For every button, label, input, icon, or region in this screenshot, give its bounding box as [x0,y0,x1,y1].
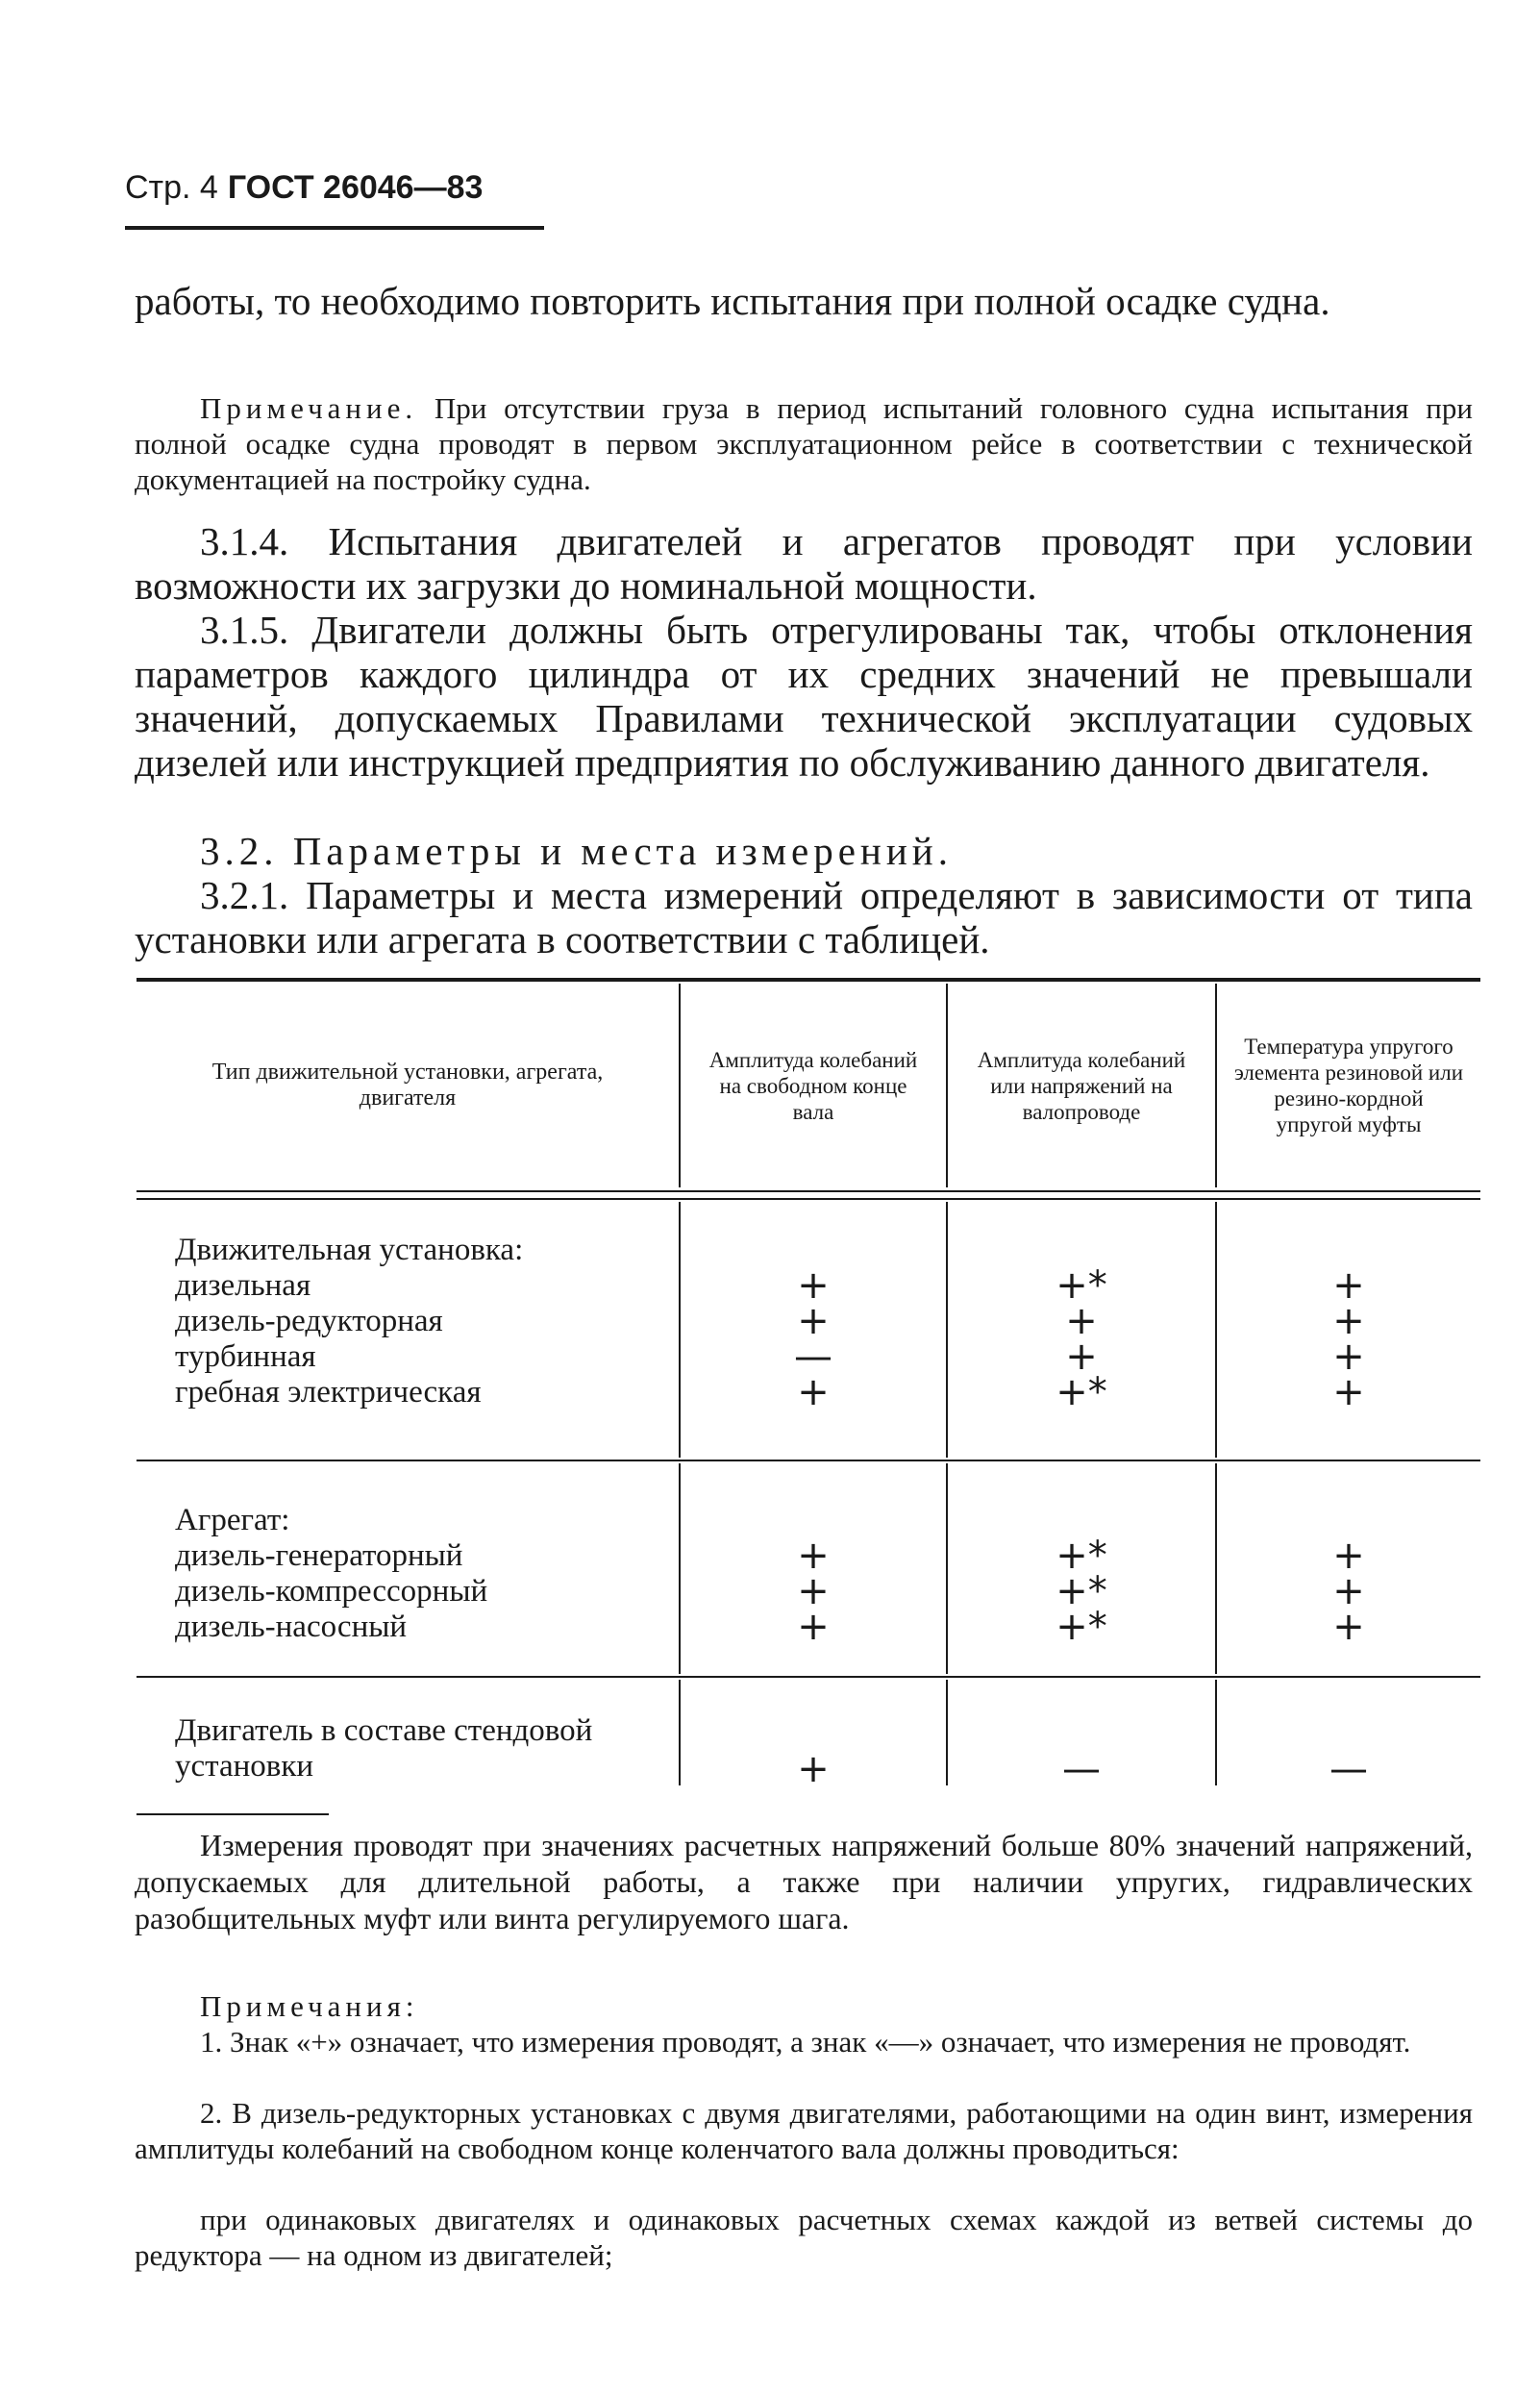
note-2a: при одинаковых двигателях и одинаковых расчетных схемах каждой из ветвей системы до редуктора — на одном из двигателей; [135,2203,1473,2272]
table-cell-mark: + [1332,1569,1365,1613]
table-cell-mark: — [794,1335,832,1379]
group3-col-shaft [948,1747,1215,1791]
paragraph-3-1-4: 3.1.4. Испытания двигателей и агрегатов проводят при условии возможности их загрузки до номинальной мощности. [135,519,1473,608]
table-header-rule-1 [137,1190,1480,1192]
standard-number: ГОСТ 26046—83 [227,169,484,206]
table-header-rule-2 [137,1198,1480,1200]
group3-col-free-end [681,1747,946,1791]
note-label: Примечание. [200,391,418,425]
table-row-label: дизель-насосный [175,1610,408,1644]
table-cell-mark: + [1332,1534,1365,1578]
table-cell-mark: + [797,1299,830,1343]
header-rule [125,226,544,230]
table-group-divider-2 [137,1676,1480,1678]
table-group-divider-1 [137,1460,1480,1461]
table-cell-mark: + [797,1534,830,1578]
paragraph-3-1-5: 3.1.5. Двигатели должны быть отрегулированы так, чтобы отклонения параметров каждого цилиндра от их средних значений не превышали значений, допускаемых Правилами технической эксплуатации судовых дизелей или инструкцией предприятия по обслуживанию данного двигателя. [135,608,1473,785]
table-cell-mark: + [1065,1335,1098,1379]
note-text: При отсутствии груза в период испытаний головного судна испытания при полной осадке судна проводят в первом эксплуатационном рейсе в соответствии с технической документацией на постройку судна. [135,391,1473,496]
table-cell-mark: + [797,1569,830,1613]
table-cell-mark: + [1332,1370,1365,1414]
table-cell-mark: — [1062,1747,1101,1791]
table-group-propulsion [175,1233,675,1410]
group2-col-shaft [948,1534,1215,1649]
table-cell-mark: + [1065,1299,1098,1343]
table-top-rule [137,978,1480,982]
table-cell-mark: + [1332,1605,1365,1649]
footnote-rule [137,1813,329,1815]
table-cell-mark: + [1332,1263,1365,1308]
group3-col-temperature [1217,1747,1480,1791]
note-1: 1. Знак «+» означает, что измерения проводят, а знак «—» означает, что измерения не проводят. [200,2025,1411,2059]
table-footnote: Измерения проводят при значениях расчетных напряжений больше 80% значений напряжений, допускаемых для длительной работы, а также при наличии упругих, гидравлических разобщительных муфт или винта регулируемого шага. [135,1828,1473,1935]
continuation-text: работы, то необходимо повторить испытания при полной осадке судна. [135,279,1330,323]
table-row-label: дизель-компрессорный [175,1574,488,1609]
group2-col-temperature [1217,1534,1480,1649]
group-title: Движительная установка: [175,1233,524,1267]
table-cell-mark: +* [1056,1534,1107,1578]
group2-col-free-end [681,1534,946,1649]
table-cell-mark: + [797,1370,830,1414]
page-number: Стр. 4 [125,169,218,206]
table-group-bench-engine: Двигатель в составе стендовой установки [175,1713,593,1784]
table-header-shaft-amplitude: Амплитуда колебаний или напряжений на валопроводе [977,1047,1186,1124]
table-cell-mark: + [797,1605,830,1649]
table-row-label: дизель-редукторная [175,1304,443,1338]
table-header-type: Тип движительной установки, агрегата, двигателя [211,1060,604,1111]
table-row-label: гребная электрическая [175,1375,482,1410]
table-cell-mark: +* [1056,1605,1107,1649]
table-cell-mark: — [1329,1747,1368,1791]
table-cell-mark: +* [1056,1569,1107,1613]
paragraph-3-2-1: 3.2.1. Параметры и места измерений определяют в зависимости от типа установки или агрегата в соответствии с таблицей. [135,873,1473,961]
table-row-label: дизель-генераторный [175,1538,463,1573]
table-cell-mark: +* [1056,1370,1107,1414]
table-row-label: турбинная [175,1339,316,1374]
table-cell-mark: +* [1056,1263,1107,1308]
page-header [125,169,483,207]
table-cell-mark: + [1332,1299,1365,1343]
table-header-coupling-temperature: Температура упругого элемента резиновой или резино-кордной упругой муфты [1233,1035,1464,1136]
group1-col-temperature [1217,1263,1480,1414]
group-title: Агрегат: [175,1503,290,1537]
note-2: 2. В дизель-редукторных установках с двумя двигателями, работающими на один винт, измерения амплитуды колебаний на свободном конце коленчатого вала должны проводиться: [135,2096,1473,2165]
notes-title: Примечания: [200,1989,419,2023]
group1-col-shaft [948,1263,1215,1414]
section-heading-3-2: 3.2. Параметры и места измерений. [200,829,954,873]
table-row-label: дизельная [175,1268,311,1303]
note-block [135,390,1473,497]
table-header-free-end-amplitude: Амплитуда колебаний на свободном конце вала [708,1047,918,1124]
table-cell-mark: + [797,1263,830,1308]
table-group-aggregate [175,1503,675,1645]
group1-col-free-end [681,1263,946,1414]
table-cell-mark: + [1332,1335,1365,1379]
table-cell-mark: + [797,1747,830,1791]
